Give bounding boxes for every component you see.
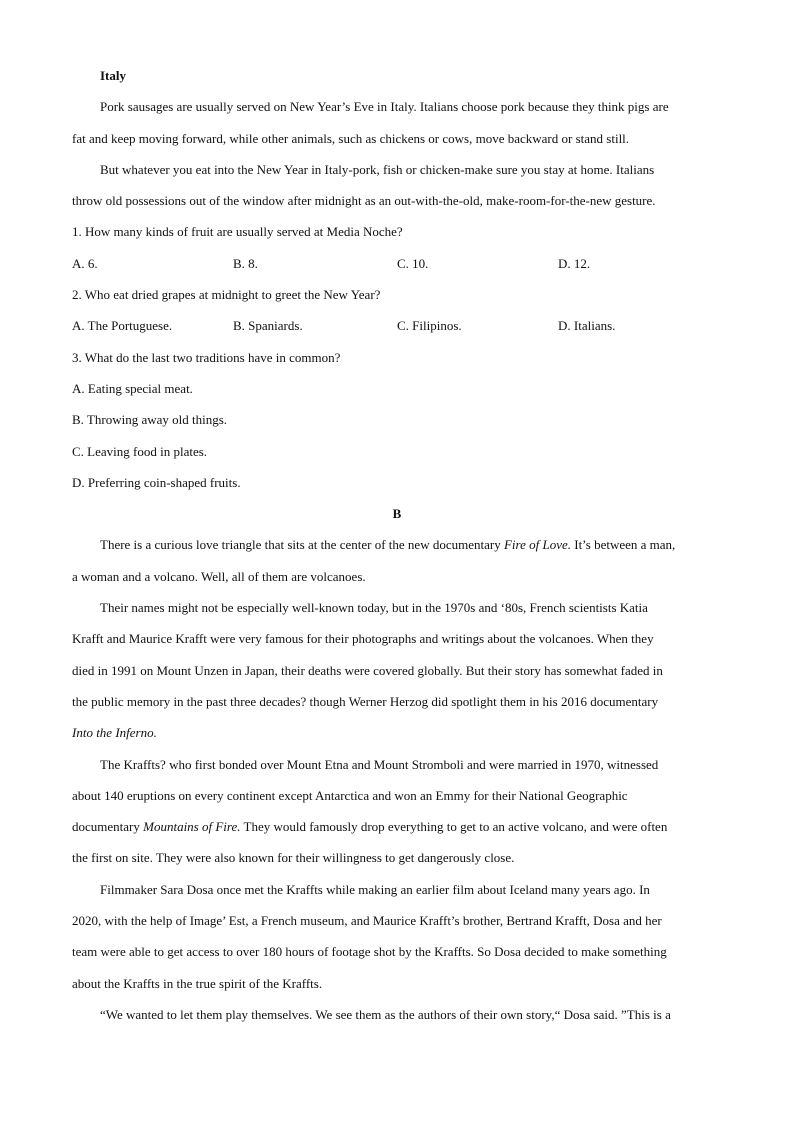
question-1-option-b: B. 8. [233,255,258,271]
paragraph-line: about 140 eruptions on every continent except Antarctica and won an Emmy for their National Geographic [72,787,628,803]
paragraph-line: the first on site. They were also known for their willingness to get dangerously close. [72,850,515,866]
document-page [72,60,722,1030]
paragraph-line: Filmmaker Sara Dosa once met the Kraffts while making an earlier film about Iceland many years ago. In [100,881,650,897]
question-2-option-d: D. Italians. [558,318,616,334]
italic-title: Mountains of Fire. [143,819,241,835]
paragraph-line: But whatever you eat into the New Year in Italy-pork, fish or chicken-make sure you stay at home. Italians [100,161,655,177]
paragraph-line: Krafft and Maurice Krafft were very famous for their photographs and writings about the volcanoes. When they [72,631,654,647]
question-2-option-c: C. Filipinos. [397,318,462,334]
paragraph-line: Pork sausages are usually served on New Year’s Eve in Italy. Italians choose pork because they think pigs are [100,99,669,115]
question-1-option-a: A. 6. [72,255,98,271]
paragraph-line: team were able to get access to over 180 hours of footage shot by the Kraffts. So Dosa decided to make something [72,944,667,960]
text-run: There is a curious love triangle that sits at the center of the new documentary [100,537,504,553]
paragraph-line: died in 1991 on Mount Unzen in Japan, their deaths were covered globally. But their story has somewhat faded in [72,662,663,678]
question-1-stem: 1. How many kinds of fruit are usually served at Media Noche? [72,224,403,240]
question-3-option-b: B. Throwing away old things. [72,412,228,428]
paragraph-line [72,717,722,748]
question-1-options [72,248,722,279]
paragraph-line [72,529,722,560]
question-2-option-a: A. The Portuguese. [72,318,173,334]
paragraph-line: The Kraffts? who first bonded over Mount Etna and Mount Stromboli and were married in 1970, witnessed [100,756,659,772]
question-3-option-c: C. Leaving food in plates. [72,443,208,459]
section-title-b: B [392,506,402,522]
question-2-stem: 2. Who eat dried grapes at midnight to greet the New Year? [72,287,381,303]
paragraph-line: the public memory in the past three decades? though Werner Herzog did spotlight them in his 2016 documentary [72,693,659,709]
question-2-option-b: B. Spaniards. [233,318,303,334]
question-3-option-d: D. Preferring coin-shaped fruits. [72,474,241,490]
paragraph-line: Their names might not be especially well-known today, but in the 1970s and ‘80s, French scientists Katia [100,600,648,616]
italic-title: Fire of Love. [503,537,571,553]
paragraph-line: 2020, with the help of Image’ Est, a French museum, and Maurice Krafft’s brother, Bertrand Krafft, Dosa and her [72,913,662,929]
paragraph-line [72,811,722,842]
question-1-option-c: C. 10. [397,255,429,271]
italic-title: Into the Inferno. [72,725,157,741]
question-3-option-a: A. Eating special meat. [72,380,193,396]
question-1-option-d: D. 12. [558,255,591,271]
paragraph-line: about the Kraffts in the true spirit of the Kraffts. [72,975,323,991]
question-3-stem: 3. What do the last two traditions have in common? [72,349,341,365]
question-2-options [72,310,722,341]
text-run: It’s between a man, [570,537,676,553]
section-heading-italy: Italy [100,68,126,83]
paragraph-line: “We wanted to let them play themselves. We see them as the authors of their own story,“ Dosa said. ”This is a [100,1006,671,1022]
text-run: They would famously drop everything to get to an active volcano, and were often [240,819,668,835]
paragraph-line: fat and keep moving forward, while other animals, such as chickens or cows, move backward or stand still. [72,130,630,146]
paragraph-line: throw old possessions out of the window after midnight as an out-with-the-old, make-room-for-the-new gesture. [72,193,656,209]
text-run: documentary [72,819,144,835]
paragraph-line: a woman and a volcano. Well, all of them are volcanoes. [72,568,366,584]
